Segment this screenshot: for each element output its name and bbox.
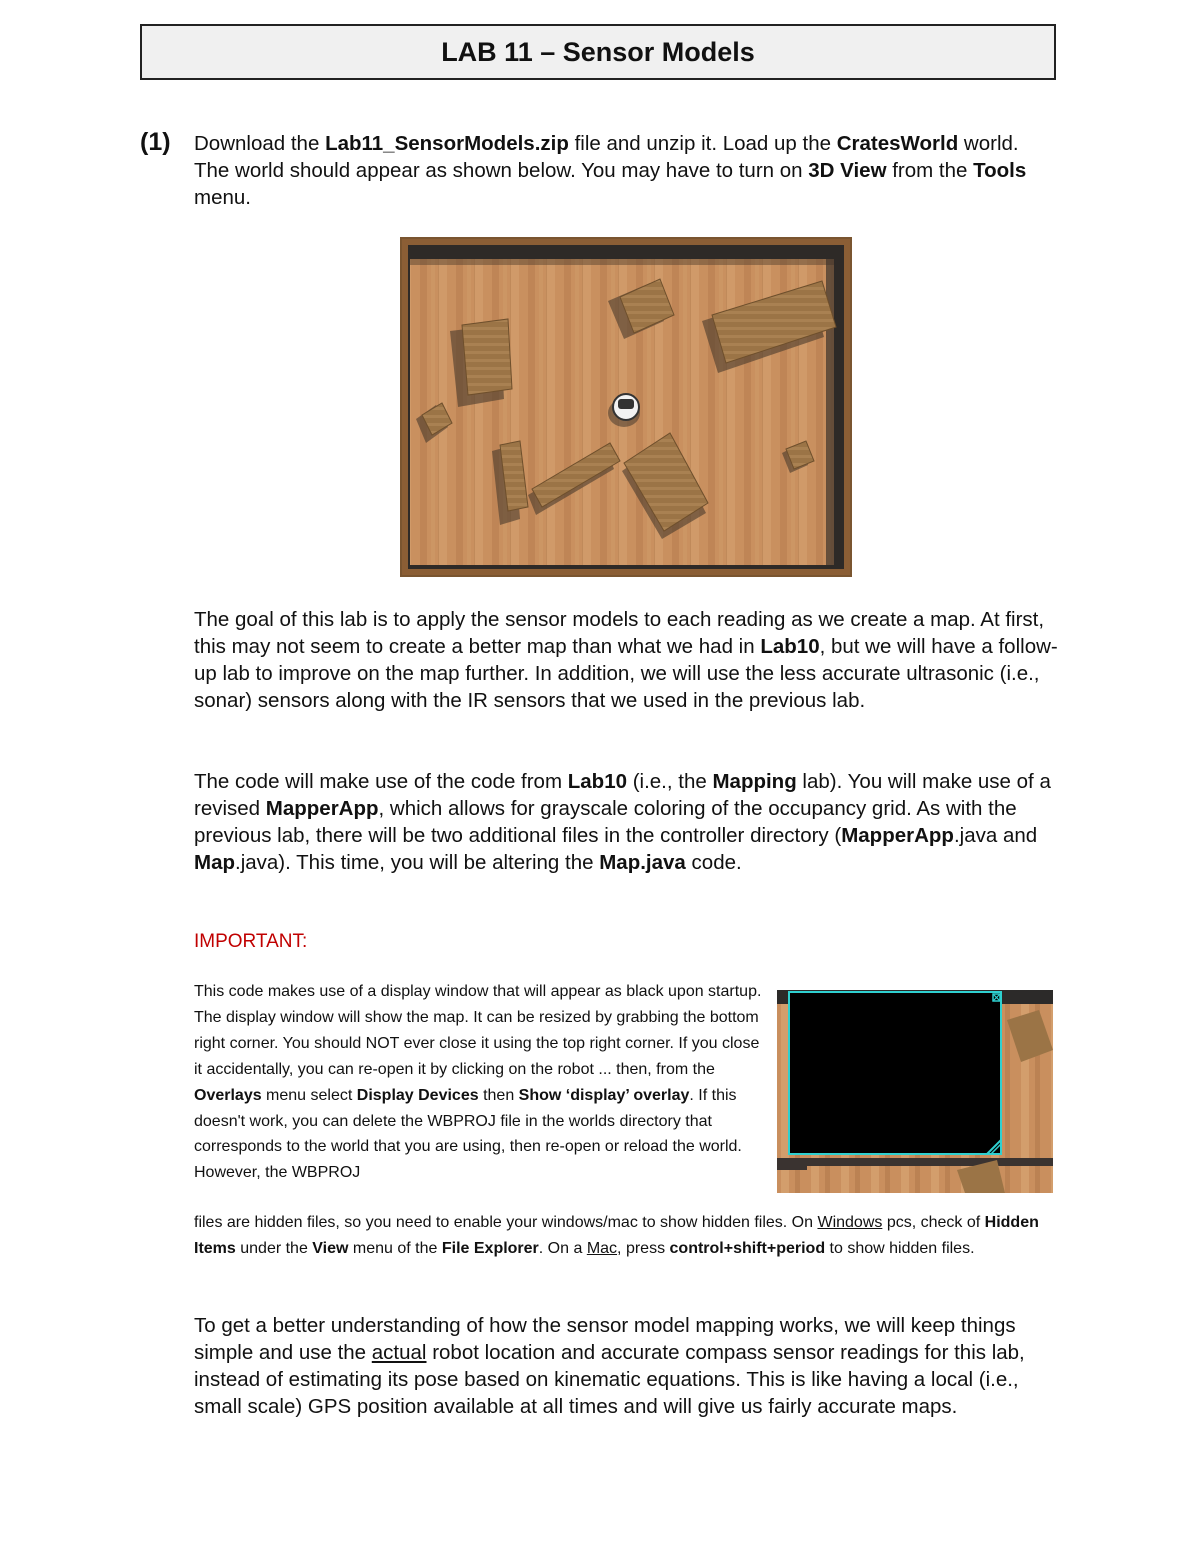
goal-paragraph: The goal of this lab is to apply the sensor models to each reading as we create a map. At first, this may not seem to create a better map than what we had in Lab10, but we will have a follow-up lab to improve on the map further. In addition, we will use the less accurate ultrasonic (i.e., sonar) sensors along with the IR sensors that we used in the previous lab.: [194, 608, 1058, 712]
important-paragraph: This code makes use of a display window that will appear as black upon startup. The display window will show the map. It can be resized by grabbing the bottom right corner. You should NOT ever close it using the top right corner. If you close it accidentally, you can re-open it by clicking on the robot ... then, from the Overlays menu select Display Devices then Show ‘display’ overlay. If this doesn't work, you can delete the WBPROJ file in the worlds directory that corresponds to the world that you are using, then re-open or reload the world. However, the WBPROJ: [194, 983, 762, 1182]
title-box: [140, 24, 1056, 80]
crate: [450, 319, 512, 407]
crates-world-image: [400, 237, 852, 577]
page-title: LAB 11 – Sensor Models: [441, 36, 755, 67]
hidden-files-paragraph: files are hidden files, so you need to enable your windows/mac to show hidden files. On Windows pcs, check of Hidden Items under the View menu of the File Explorer. On a Mac, press control+shift+period to show hidden files.: [194, 1214, 1039, 1257]
display-overlay-image: [777, 990, 1053, 1193]
code-paragraph: The code will make use of the code from Lab10 (i.e., the Mapping lab). You will make use of a revised MapperApp, which allows for grayscale coloring of the occupancy grid. As with the previous lab, there will be two additional files in the controller directory (MapperApp.java and Map.java). This time, you will be altering the Map.java code.: [194, 770, 1051, 874]
intro-paragraph: Download the Lab11_SensorModels.zip file and unzip it. Load up the CratesWorld world. The world should appear as shown below. You may have to turn on 3D View from the Tools menu.: [194, 132, 1027, 209]
closing-paragraph: To get a better understanding of how the sensor model mapping works, we will keep things simple and use the actual robot location and accurate compass sensor readings for this lab, instead of estimating its pose based on kinematic equations. This is like having a local (i.e., small scale) GPS position available at all times and will give us fairly accurate maps.: [194, 1314, 1025, 1418]
important-label: IMPORTANT:: [194, 931, 308, 952]
step-number: (1): [140, 128, 171, 156]
